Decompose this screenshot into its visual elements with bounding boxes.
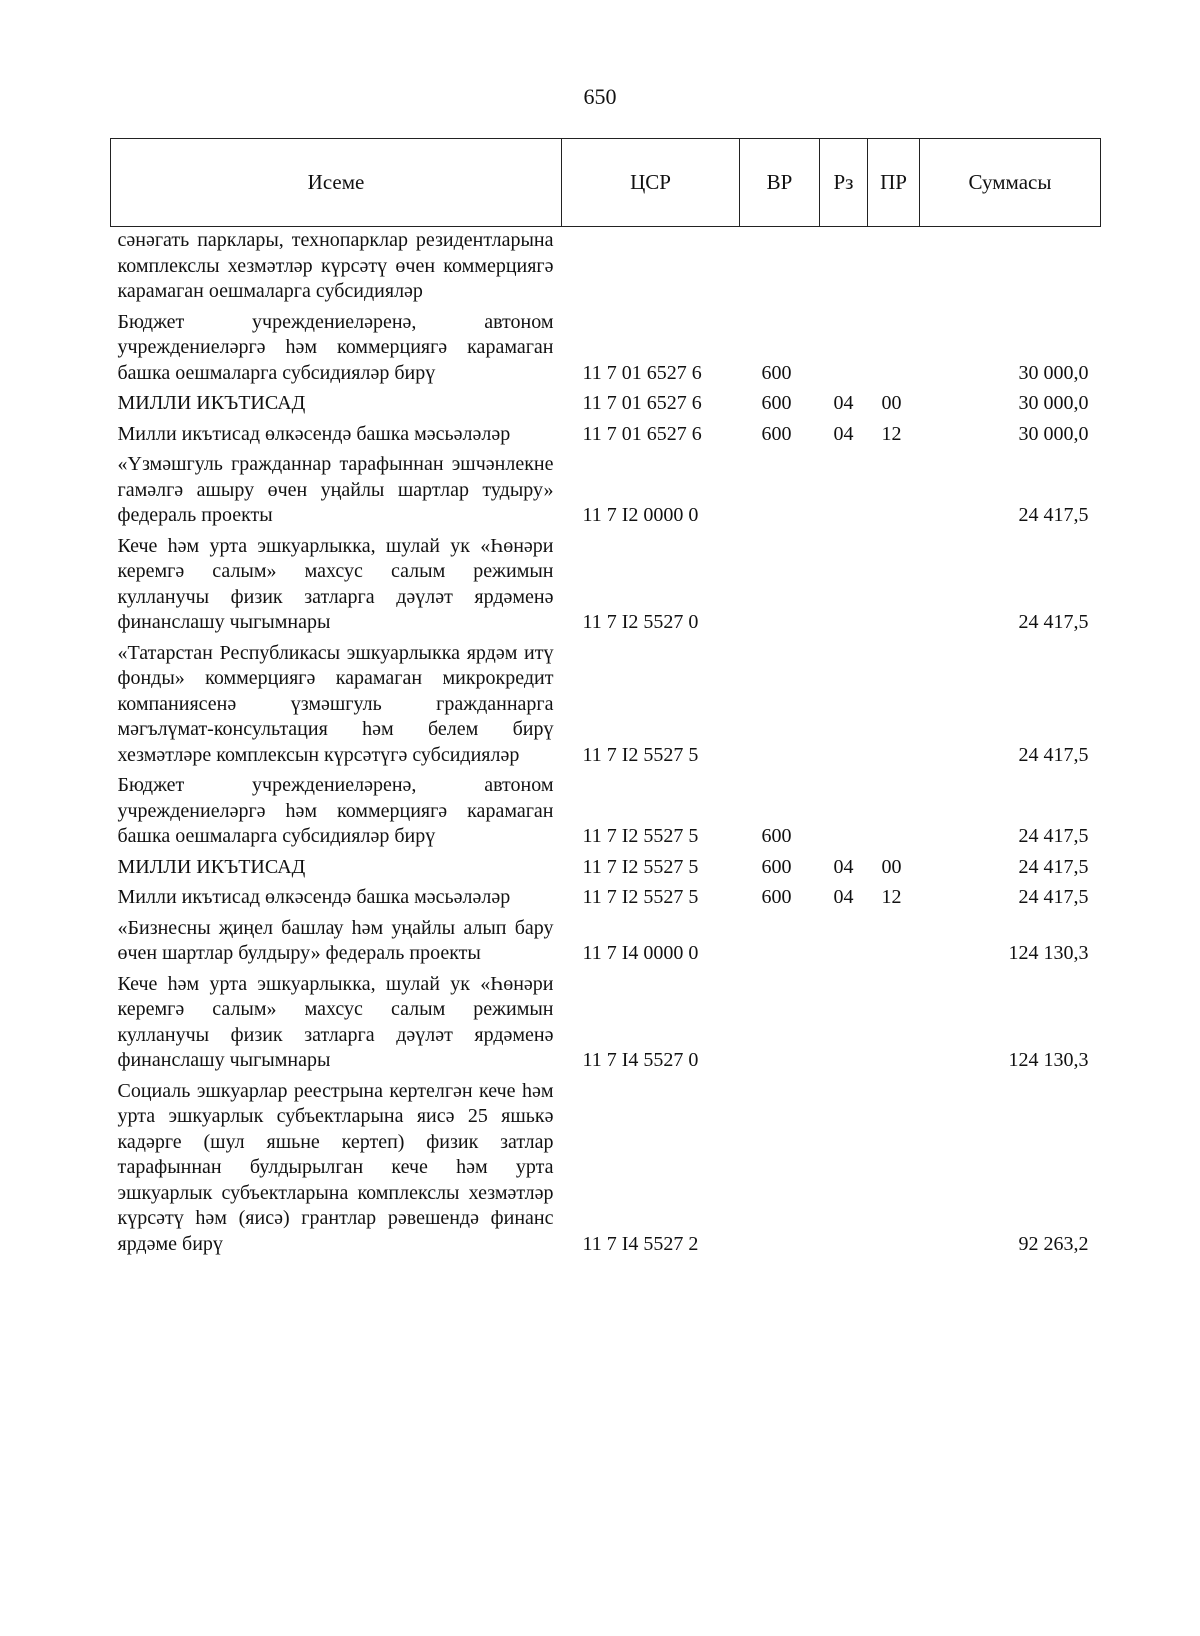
row-rz: 04 (833, 855, 854, 878)
header-csr: ЦСР (562, 139, 740, 227)
row-vr: 600 (761, 825, 792, 847)
row-vr: 600 (761, 886, 792, 908)
row-rz (820, 227, 868, 305)
row-vr (740, 447, 820, 529)
row-name: сәнәгать парклары, технопарклар резидентларына комплекслы хезмәтләр күрсәтү өчен коммерциягә карамаган оешмаларга субсидияләр (117, 229, 554, 302)
table-row (111, 1074, 1101, 1258)
row-sum: 24 417,5 (1018, 825, 1089, 847)
row-pr: 12 (881, 886, 902, 908)
table-row (111, 636, 1101, 769)
budget-table (110, 138, 1101, 1257)
row-sum: 24 417,5 (1018, 855, 1089, 878)
row-name: «Бизнесны җиңел башлау һәм уңайлы алып бару өчен шартлар булдыру» федераль проекты (117, 916, 554, 964)
row-rz: 04 (833, 886, 854, 908)
row-name: Милли икътисад өлкәсендә башка мәсьәләләр (117, 886, 511, 908)
row-vr: 600 (761, 422, 792, 445)
row-name: МИЛЛИ ИКЪТИСАД (117, 392, 306, 414)
row-rz (820, 911, 868, 967)
row-vr: 600 (761, 392, 792, 414)
table-row (111, 529, 1101, 636)
row-csr: 11 7 I2 5527 5 (582, 855, 699, 878)
row-vr (740, 636, 820, 769)
row-sum: 24 417,5 (1018, 743, 1089, 766)
table-row (111, 417, 1101, 448)
page-number: 650 (583, 84, 617, 109)
row-rz (820, 1074, 868, 1258)
table-row (111, 911, 1101, 967)
row-sum: 24 417,5 (1018, 611, 1089, 633)
row-csr: 11 7 I2 5527 0 (582, 611, 699, 633)
row-name: «Татарстан Республикасы эшкуарлыкка ярдәм итү фонды» коммерциягә карамаган микрокредит компаниясенә үзмәшгуль гражданнарга мәгълүмат-консультация һәм белем бирү хезмәтләре комплексын күрсәтүгә субсидияләр (117, 641, 554, 766)
row-rz (820, 636, 868, 769)
row-name: «Үзмәшгуль гражданнар тарафыннан эшчәнлекне гамәлгә ашыру өчен уңайлы шартлар тудыру» федераль проекты (117, 453, 554, 526)
row-csr (562, 227, 740, 305)
table-row (111, 447, 1101, 529)
header-rz: Рз (820, 139, 868, 227)
row-vr (740, 967, 820, 1074)
row-name: Бюджет учреждениеләренә, автоном учреждениеләргә һәм коммерциягә карамаган башка оешмаларга субсидияләр бирү (117, 774, 554, 847)
row-csr: 11 7 I2 0000 0 (582, 504, 699, 526)
row-vr: 600 (761, 361, 792, 384)
row-pr (868, 529, 920, 636)
row-name: Кече һәм урта эшкуарлыкка, шулай ук «Һөнәри керемгә салым» махсус салым режимын кулланучы физик затларга дәүләт ярдәменә финанслашу чыгымнары (117, 972, 554, 1071)
row-sum: 30 000,0 (1018, 422, 1089, 445)
row-rz: 04 (833, 392, 854, 414)
row-rz (820, 447, 868, 529)
row-sum: 30 000,0 (1018, 392, 1089, 414)
row-rz (820, 967, 868, 1074)
row-name: Бюджет учреждениеләренә, автоном учреждениеләргә һәм коммерциягә карамаган башка оешмаларга субсидияләр бирү (117, 310, 554, 384)
row-vr: 600 (761, 855, 792, 878)
header-pr: ПР (868, 139, 920, 227)
row-csr: 11 7 01 6527 6 (582, 392, 702, 414)
row-sum: 124 130,3 (1008, 1049, 1089, 1071)
table-row (111, 768, 1101, 850)
row-pr: 12 (881, 422, 902, 445)
row-pr (868, 305, 920, 387)
row-sum: 30 000,0 (1018, 361, 1089, 384)
row-pr (868, 636, 920, 769)
row-name: МИЛЛИ ИКЪТИСАД (117, 855, 306, 878)
row-sum: 92 263,2 (1018, 1232, 1089, 1255)
header-sum: Суммасы (920, 139, 1101, 227)
table-row (111, 386, 1101, 417)
row-sum: 24 417,5 (1018, 886, 1089, 908)
row-csr: 11 7 I4 0000 0 (582, 942, 699, 964)
row-pr (868, 447, 920, 529)
table-row (111, 305, 1101, 387)
row-pr (868, 1074, 920, 1258)
row-pr (868, 911, 920, 967)
row-pr (868, 967, 920, 1074)
row-rz: 04 (833, 422, 854, 445)
row-vr (740, 1074, 820, 1258)
table-row (111, 850, 1101, 881)
row-vr (740, 227, 820, 305)
table-row (111, 227, 1101, 305)
row-pr: 00 (881, 855, 902, 878)
row-rz (820, 768, 868, 850)
row-rz (820, 305, 868, 387)
row-csr: 11 7 01 6527 6 (582, 422, 702, 445)
row-csr: 11 7 I4 5527 0 (582, 1049, 699, 1071)
row-sum: 24 417,5 (1018, 504, 1089, 526)
row-csr: 11 7 I2 5527 5 (582, 886, 699, 908)
table-header-row (111, 139, 1101, 227)
row-vr (740, 911, 820, 967)
row-pr (868, 768, 920, 850)
row-sum (920, 227, 1101, 305)
row-pr (868, 227, 920, 305)
row-name: Социаль эшкуарлар реестрына кертелгән кече һәм урта эшкуарлык субъектларына яисә 25 яшькә кадәрге (шул яшьне кертеп) физик затлар тарафыннан булдырылган кече һәм урта эшкуарлык субъектларына комплекслы хезмәтләр күрсәтү һәм (яисә) грантлар рәвешендә финанс ярдәме бирү (117, 1079, 554, 1255)
table-row (111, 880, 1101, 911)
row-csr: 11 7 I4 5527 2 (582, 1232, 699, 1255)
row-csr: 11 7 I2 5527 5 (582, 825, 699, 847)
row-csr: 11 7 01 6527 6 (582, 361, 702, 384)
row-pr: 00 (881, 392, 902, 414)
row-sum: 124 130,3 (1008, 942, 1089, 964)
header-vr: ВР (740, 139, 820, 227)
row-name: Милли икътисад өлкәсендә башка мәсьәләләр (117, 422, 511, 445)
row-rz (820, 529, 868, 636)
row-vr (740, 529, 820, 636)
header-name: Исеме (111, 139, 562, 227)
table-row (111, 967, 1101, 1074)
row-csr: 11 7 I2 5527 5 (582, 743, 699, 766)
row-name: Кече һәм урта эшкуарлыкка, шулай ук «Һөнәри керемгә салым» махсус салым режимын кулланучы физик затларга дәүләт ярдәменә финанслашу чыгымнары (117, 534, 554, 633)
